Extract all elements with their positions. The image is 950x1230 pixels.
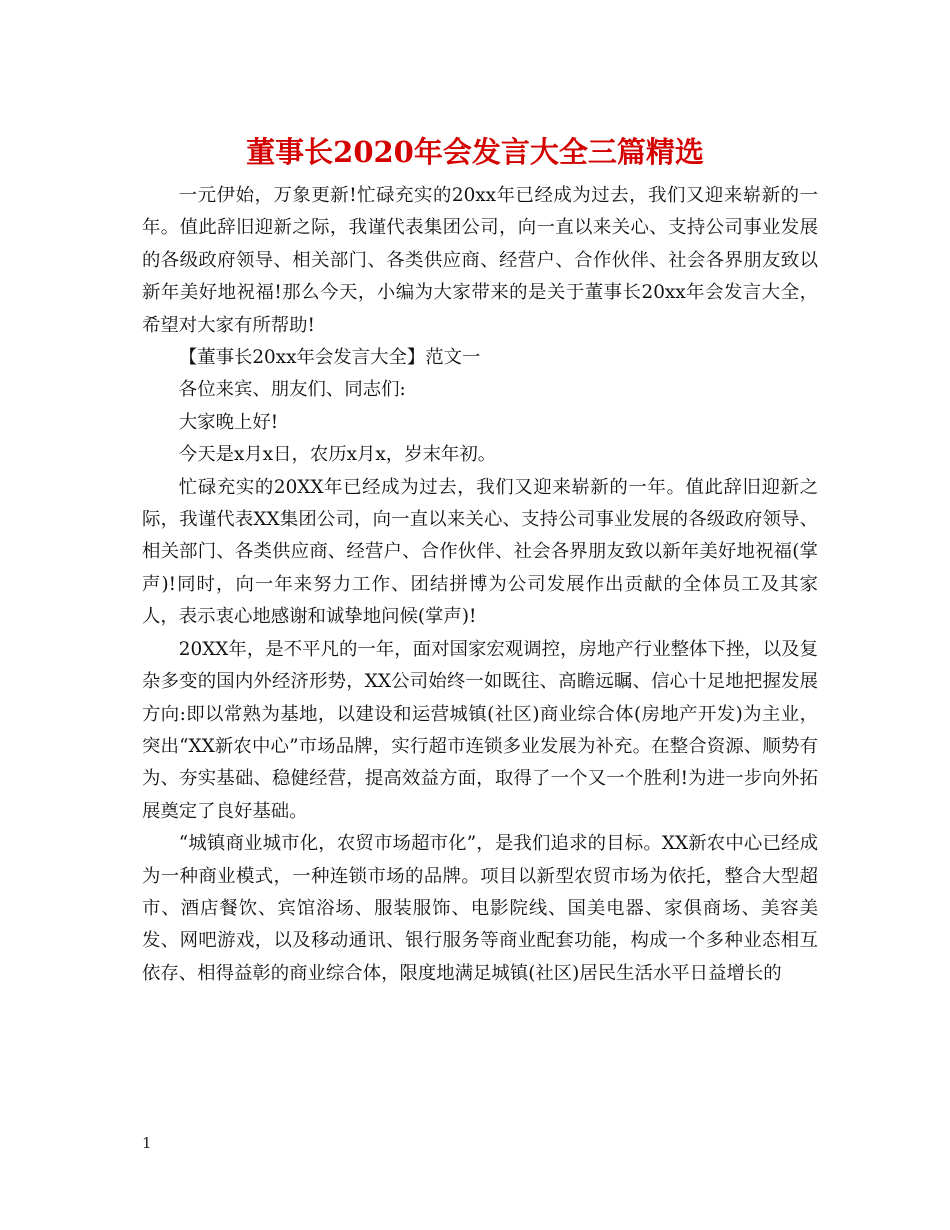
- document-title: 董事长2020年会发言大全三篇精选: [246, 135, 704, 169]
- paragraph-thanks: 忙碌充实的20XX年已经成为过去，我们又迎来崭新的一年。值此辞旧迎新之际，我谨代表XX集团公司，向一直以来关心、支持公司事业发展的各级政府领导、相关部门、各类供应商、经营户、合作伙伴、社会各界朋友致以新年美好地祝福(掌声)!同时，向一年来努力工作、团结拼博为公司发展作出贡献的全体员工及其家人，表示衷心地感谢和诚挚地问候(掌声)!: [142, 476, 818, 628]
- page-number: 1: [142, 1134, 152, 1152]
- document-body: [142, 180, 818, 990]
- paragraph-salutation: 各位来宾、朋友们、同志们:: [178, 379, 406, 401]
- paragraph-intro: 一元伊始，万象更新!忙碌充实的20xx年已经成为过去，我们又迎来崭新的一年。值此辞旧迎新之际，我谨代表集团公司，向一直以来关心、支持公司事业发展的各级政府领导、相关部门、各类供应商、经营户、合作伙伴、社会各界朋友致以新年美好地祝福!那么今天，小编为大家带来的是关于董事长20xx年会发言大全，希望对大家有所帮助!: [142, 185, 818, 336]
- paragraph-review: 20XX年，是不平凡的一年，面对国家宏观调控，房地产行业整体下挫，以及复杂多变的国内外经济形势，XX公司始终一如既往、高瞻远瞩、信心十足地把握发展方向:即以常熟为基地，以建设和运营城镇(社区)商业综合体(房地产开发)为主业，突出“XX新农中心”市场品牌，实行超市连锁多业发展为补充。在整合资源、顺势有为、夯实基础、稳健经营，提高效益方面，取得了一个又一个胜利!为进一步向外拓展奠定了良好基础。: [142, 638, 818, 822]
- paragraph-section-heading: 【董事长20xx年会发言大全】范文一: [178, 347, 481, 369]
- paragraph-date: 今天是x月x日，农历x月x，岁末年初。: [178, 444, 497, 466]
- paragraph-goal: “城镇商业城市化，农贸市场超市化”，是我们追求的目标。XX新农中心已经成为一种商业模式，一种连锁市场的品牌。项目以新型农贸市场为依托，整合大型超市、酒店餐饮、宾馆浴场、服装服饰、电影院线、国美电器、家俱商场、美容美发、网吧游戏，以及移动通讯、银行服务等商业配套功能，构成一个多种业态相互依存、相得益彰的商业综合体，限度地满足城镇(社区)居民生活水平日益增长的: [142, 833, 818, 984]
- paragraph-greeting: 大家晚上好!: [178, 411, 279, 433]
